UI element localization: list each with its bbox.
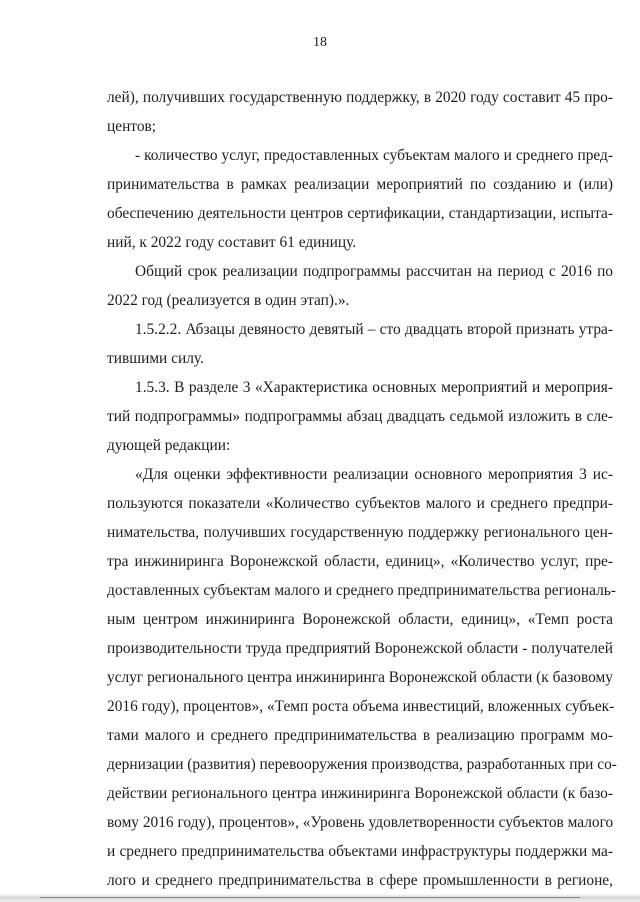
text-line: тившими силу.: [107, 350, 204, 367]
text-line: - количество услуг, предоставленных субъектам малого и среднего пред-: [135, 147, 613, 164]
text-line: пользуются показатели «Количество субъектов малого и среднего предпри-: [107, 495, 613, 512]
page-number: 18: [313, 35, 327, 50]
text-line: доставленных субъектам малого и среднего предпринимательства региональ-: [107, 582, 616, 599]
text-line: нимательства, получивших государственную поддержку регионального цен-: [107, 524, 613, 541]
text-line: 1.5.3. В разделе 3 «Характеристика основных мероприятий и мероприя-: [135, 379, 613, 396]
text-line: «Для оценки эффективности реализации основного мероприятия 3 ис-: [135, 466, 613, 483]
text-line: дующей редакции:: [107, 437, 231, 454]
scan-bottom-edge: [0, 894, 640, 902]
text-line: и среднего предпринимательства объектами инфраструктуры поддержки ма-: [107, 843, 613, 860]
text-line: центов;: [107, 118, 157, 135]
text-line: тий подпрограммы» подпрограммы абзац двадцать седьмой изложить в сле-: [107, 408, 613, 425]
text-line: лого и среднего предпринимательства в сфере промышленности в регионе,: [107, 872, 613, 889]
text-line: принимательства в рамках реализации мероприятий по созданию и (или): [107, 176, 613, 193]
text-line: 2022 год (реализуется в один этап).».: [107, 292, 350, 309]
text-line: ний, к 2022 году составит 61 единицу.: [107, 234, 357, 251]
text-line: 1.5.2.2. Абзацы девяносто девятый – сто двадцать второй признать утра-: [135, 321, 613, 338]
text-line: 2016 году), процентов», «Темп роста объема инвестиций, вложенных субъек-: [107, 698, 615, 715]
text-line: дернизации (развития) перевооружения производства, разработанных при со-: [107, 756, 617, 773]
text-line: тами малого и среднего предпринимательства в реализацию программ мо-: [107, 727, 613, 744]
text-line: услуг регионального центра инжиниринга Воронежской области (к базовому: [107, 669, 613, 686]
text-line: лей), получивших государственную поддержку, в 2020 году составит 45 про-: [107, 89, 613, 106]
text-line: тра инжиниринга Воронежской области, единиц», «Количество услуг, пре-: [107, 553, 613, 570]
text-line: действии регионального центра инжиниринга Воронежской области (к базо-: [107, 785, 613, 802]
text-line: обеспечению деятельности центров сертификации, стандартизации, испыта-: [107, 205, 613, 222]
text-line: вому 2016 году), процентов», «Уровень удовлетворенности субъектов малого: [107, 814, 614, 831]
text-line: производительности труда предприятий Воронежской области - получателей: [107, 640, 613, 657]
text-line: ным центром инжиниринга Воронежской области, единиц», «Темп роста: [107, 611, 613, 628]
text-line: Общий срок реализации подпрограммы рассчитан на период с 2016 по: [135, 263, 613, 280]
